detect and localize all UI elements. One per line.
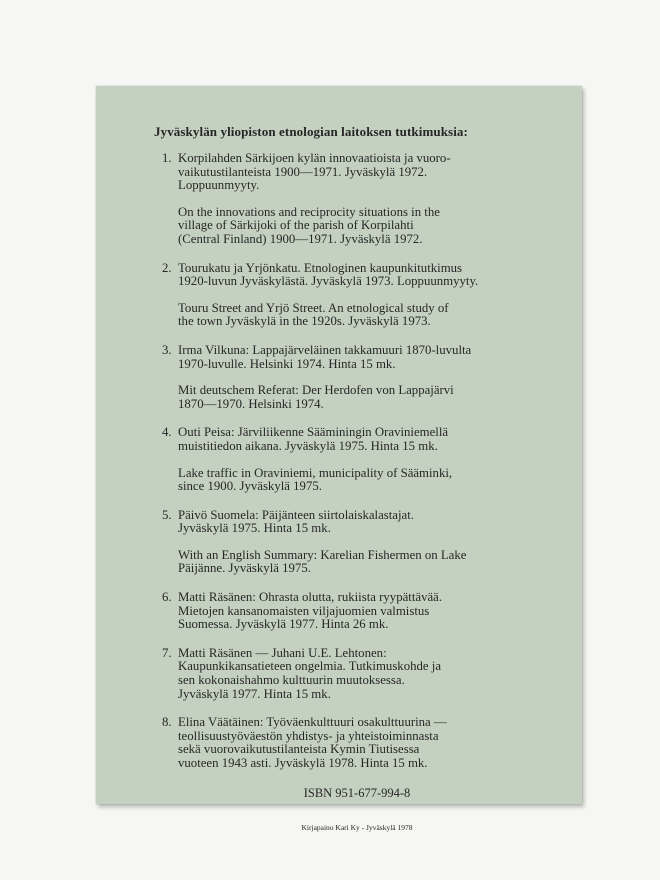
item-paragraph <box>178 509 542 536</box>
text-line: Päivö Suomela: Päijänteen siirtolaiskalastajat. <box>178 507 414 522</box>
item-number: 7. <box>162 645 172 660</box>
publication-item <box>162 591 542 632</box>
publication-item <box>162 344 542 411</box>
text-line: Tourukatu ja Yrjönkatu. Etnologinen kaupunkitutkimus <box>178 260 463 275</box>
item-paragraph <box>178 716 542 770</box>
item-number: 2. <box>162 260 172 275</box>
item-paragraph <box>178 152 542 193</box>
item-description <box>178 426 542 493</box>
item-description <box>178 509 542 576</box>
text-line: Suomessa. Jyväskylä 1977. Hinta 26 mk. <box>178 617 389 632</box>
text-line: 1920-luvun Jyväskylästä. Jyväskylä 1973. Loppuunmyyty. <box>178 274 479 289</box>
text-line: Korpilahden Särkijoen kylän innovaatioista ja vuoro- <box>178 151 451 165</box>
item-description <box>178 262 542 329</box>
text-line: since 1900. Jyväskylä 1975. <box>178 479 322 494</box>
item-description <box>178 716 542 770</box>
text-line: Touru Street and Yrjö Street. An etnological study of <box>178 300 449 315</box>
text-line: With an English Summary: Karelian Fishermen on Lake <box>178 547 467 562</box>
item-number: 8. <box>162 715 172 730</box>
text-line: Irma Vilkuna: Lappajärveläinen takkamuuri 1870-luvulta <box>178 342 472 357</box>
item-paragraph <box>178 647 542 701</box>
publication-item <box>162 426 542 493</box>
item-number: 3. <box>162 342 172 357</box>
text-line: Loppuunmyyty. <box>178 178 260 193</box>
item-paragraph <box>178 549 542 576</box>
text-line: Mietojen kansanomaisten viljajuomien valmistus <box>178 603 430 618</box>
publication-item <box>162 716 542 770</box>
isbn: ISBN 951-677-994-8 <box>303 785 411 800</box>
text-line: Kaupunkikansatieteen ongelmia. Tutkimuskohde ja <box>178 659 442 674</box>
text-line: 1970-luvulle. Helsinki 1974. Hinta 15 mk. <box>178 356 396 371</box>
item-number: 1. <box>162 151 172 165</box>
item-paragraph <box>178 384 542 411</box>
text-line: sekä vuorovaikutustilanteista Kymin Tiutisessa <box>178 742 420 757</box>
item-description <box>178 591 542 632</box>
item-paragraph <box>178 302 542 329</box>
item-paragraph <box>178 426 542 453</box>
text-line: (Central Finland) 1900—1971. Jyväskylä 1972. <box>178 231 423 246</box>
item-number: 5. <box>162 507 172 522</box>
publication-item <box>162 152 542 247</box>
item-paragraph <box>178 467 542 494</box>
text-line: teollisuustyöväestön yhdistys- ja yhteistoiminnasta <box>178 728 439 743</box>
item-description <box>178 647 542 701</box>
text-line: Jyväskylä 1975. Hinta 15 mk. <box>178 521 331 536</box>
item-paragraph <box>178 591 542 632</box>
text-line: Matti Räsänen: Ohrasta olutta, rukiista ryypättävää. <box>178 590 443 605</box>
text-line: vuoteen 1943 asti. Jyväskylä 1978. Hinta 15 mk. <box>178 756 428 770</box>
text-line: Päijänne. Jyväskylä 1975. <box>178 561 311 576</box>
text-line: Outi Peisa: Järviliikenne Sääminingin Oraviniemellä <box>178 425 449 440</box>
item-paragraph <box>178 344 542 371</box>
publication-item <box>162 262 542 329</box>
text-line: vaikutustilanteista 1900—1971. Jyväskylä 1972. <box>178 164 428 179</box>
item-paragraph <box>178 262 542 289</box>
text-line: Elina Väätäinen: Työväenkulttuuri osakulttuurina — <box>178 715 447 730</box>
text-line: sen kokonaishahmo kulttuurin muutoksessa. <box>178 673 405 688</box>
item-paragraph <box>178 206 542 247</box>
publication-item <box>162 509 542 576</box>
text-line: Jyväskylä 1977. Hinta 15 mk. <box>178 686 331 701</box>
text-line: Mit deutschem Referat: Der Herdofen von Lappajärvi <box>178 383 454 398</box>
printer-imprint: Kirjapaino Kari Ky - Jyväskylä 1978 <box>301 822 413 832</box>
item-number: 6. <box>162 590 172 605</box>
text-line: Matti Räsänen — Juhani U.E. Lehtonen: <box>178 645 387 660</box>
publication-list <box>162 152 542 771</box>
series-title: Jyväskylän yliopiston etnologian laitoksen tutkimuksia: <box>154 124 468 139</box>
item-number: 4. <box>162 425 172 440</box>
item-description <box>178 152 542 247</box>
text-line: village of Särkijoki of the parish of Korpilahti <box>178 218 414 233</box>
text-line: the town Jyväskylä in the 1920s. Jyväskylä 1973. <box>178 314 431 329</box>
text-line: 1870—1970. Helsinki 1974. <box>178 396 324 411</box>
text-line: On the innovations and reciprocity situations in the <box>178 204 440 219</box>
publication-item <box>162 647 542 701</box>
text-line: muistitiedon aikana. Jyväskylä 1975. Hinta 15 mk. <box>178 438 438 453</box>
text-line: Lake traffic in Oraviniemi, municipality of Sääminki, <box>178 465 453 480</box>
book-back-cover <box>96 86 582 832</box>
item-description <box>178 344 542 411</box>
